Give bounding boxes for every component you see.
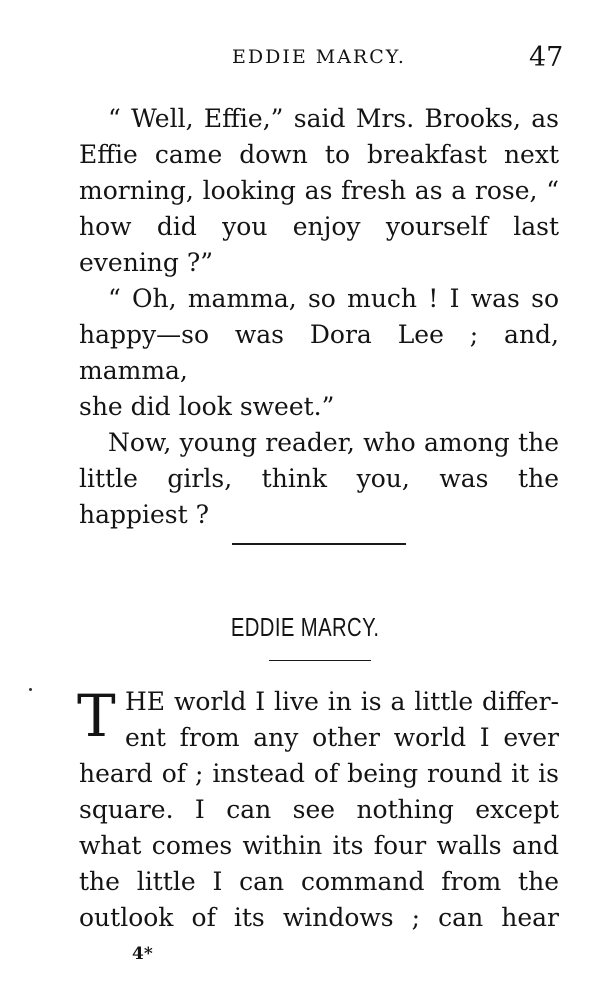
print-speck <box>29 688 32 691</box>
signature-mark: 4* <box>132 944 153 964</box>
text-line: the little girls, think you, was the <box>79 428 560 493</box>
text-line: “ Well, Effie,” said Mrs. Brooks, as <box>108 104 559 133</box>
text-line: HE world I live in is a little differ- <box>125 687 559 716</box>
section-divider-rule <box>232 543 406 545</box>
running-head: EDDIE MARCY. <box>232 46 406 68</box>
text-line: Now, young reader, who among <box>108 428 510 457</box>
text-line: the little I can command from the <box>79 867 559 896</box>
title-underline-rule <box>269 660 371 661</box>
text-line: ent from any other world I ever <box>125 723 559 752</box>
text-line: morning, looking as fresh as a rose, <box>79 176 538 205</box>
text-line: happiest ? <box>79 500 210 529</box>
text-line: evening ?” <box>79 248 214 277</box>
text-line: “ Oh, mamma, so much ! I was so <box>108 284 559 313</box>
text-line: “ how did you enjoy yourself last <box>79 176 559 241</box>
paragraph-reader-question <box>79 425 559 533</box>
chapter-title: EDDIE MARCY. <box>230 612 380 642</box>
text-line: Effie came down to breakfast next <box>79 140 559 169</box>
text-line: outlook of its windows ; can hear <box>79 903 559 932</box>
text-line: square. I can see nothing except <box>79 795 559 824</box>
paragraph-effie-question <box>79 101 559 281</box>
paragraph-effie-answer <box>79 281 559 425</box>
text-line: heard of ; instead of being round it is <box>79 759 559 788</box>
page-number: 47 <box>529 42 564 73</box>
story-end-text <box>79 101 559 533</box>
text-line: happy—so was Dora Lee ; and, mamma, <box>79 320 559 385</box>
drop-cap: T <box>77 682 116 750</box>
text-line: what comes within its four walls and <box>79 831 559 860</box>
text-line: she did look sweet.” <box>79 392 335 421</box>
chapter-opening-paragraph <box>79 684 559 936</box>
